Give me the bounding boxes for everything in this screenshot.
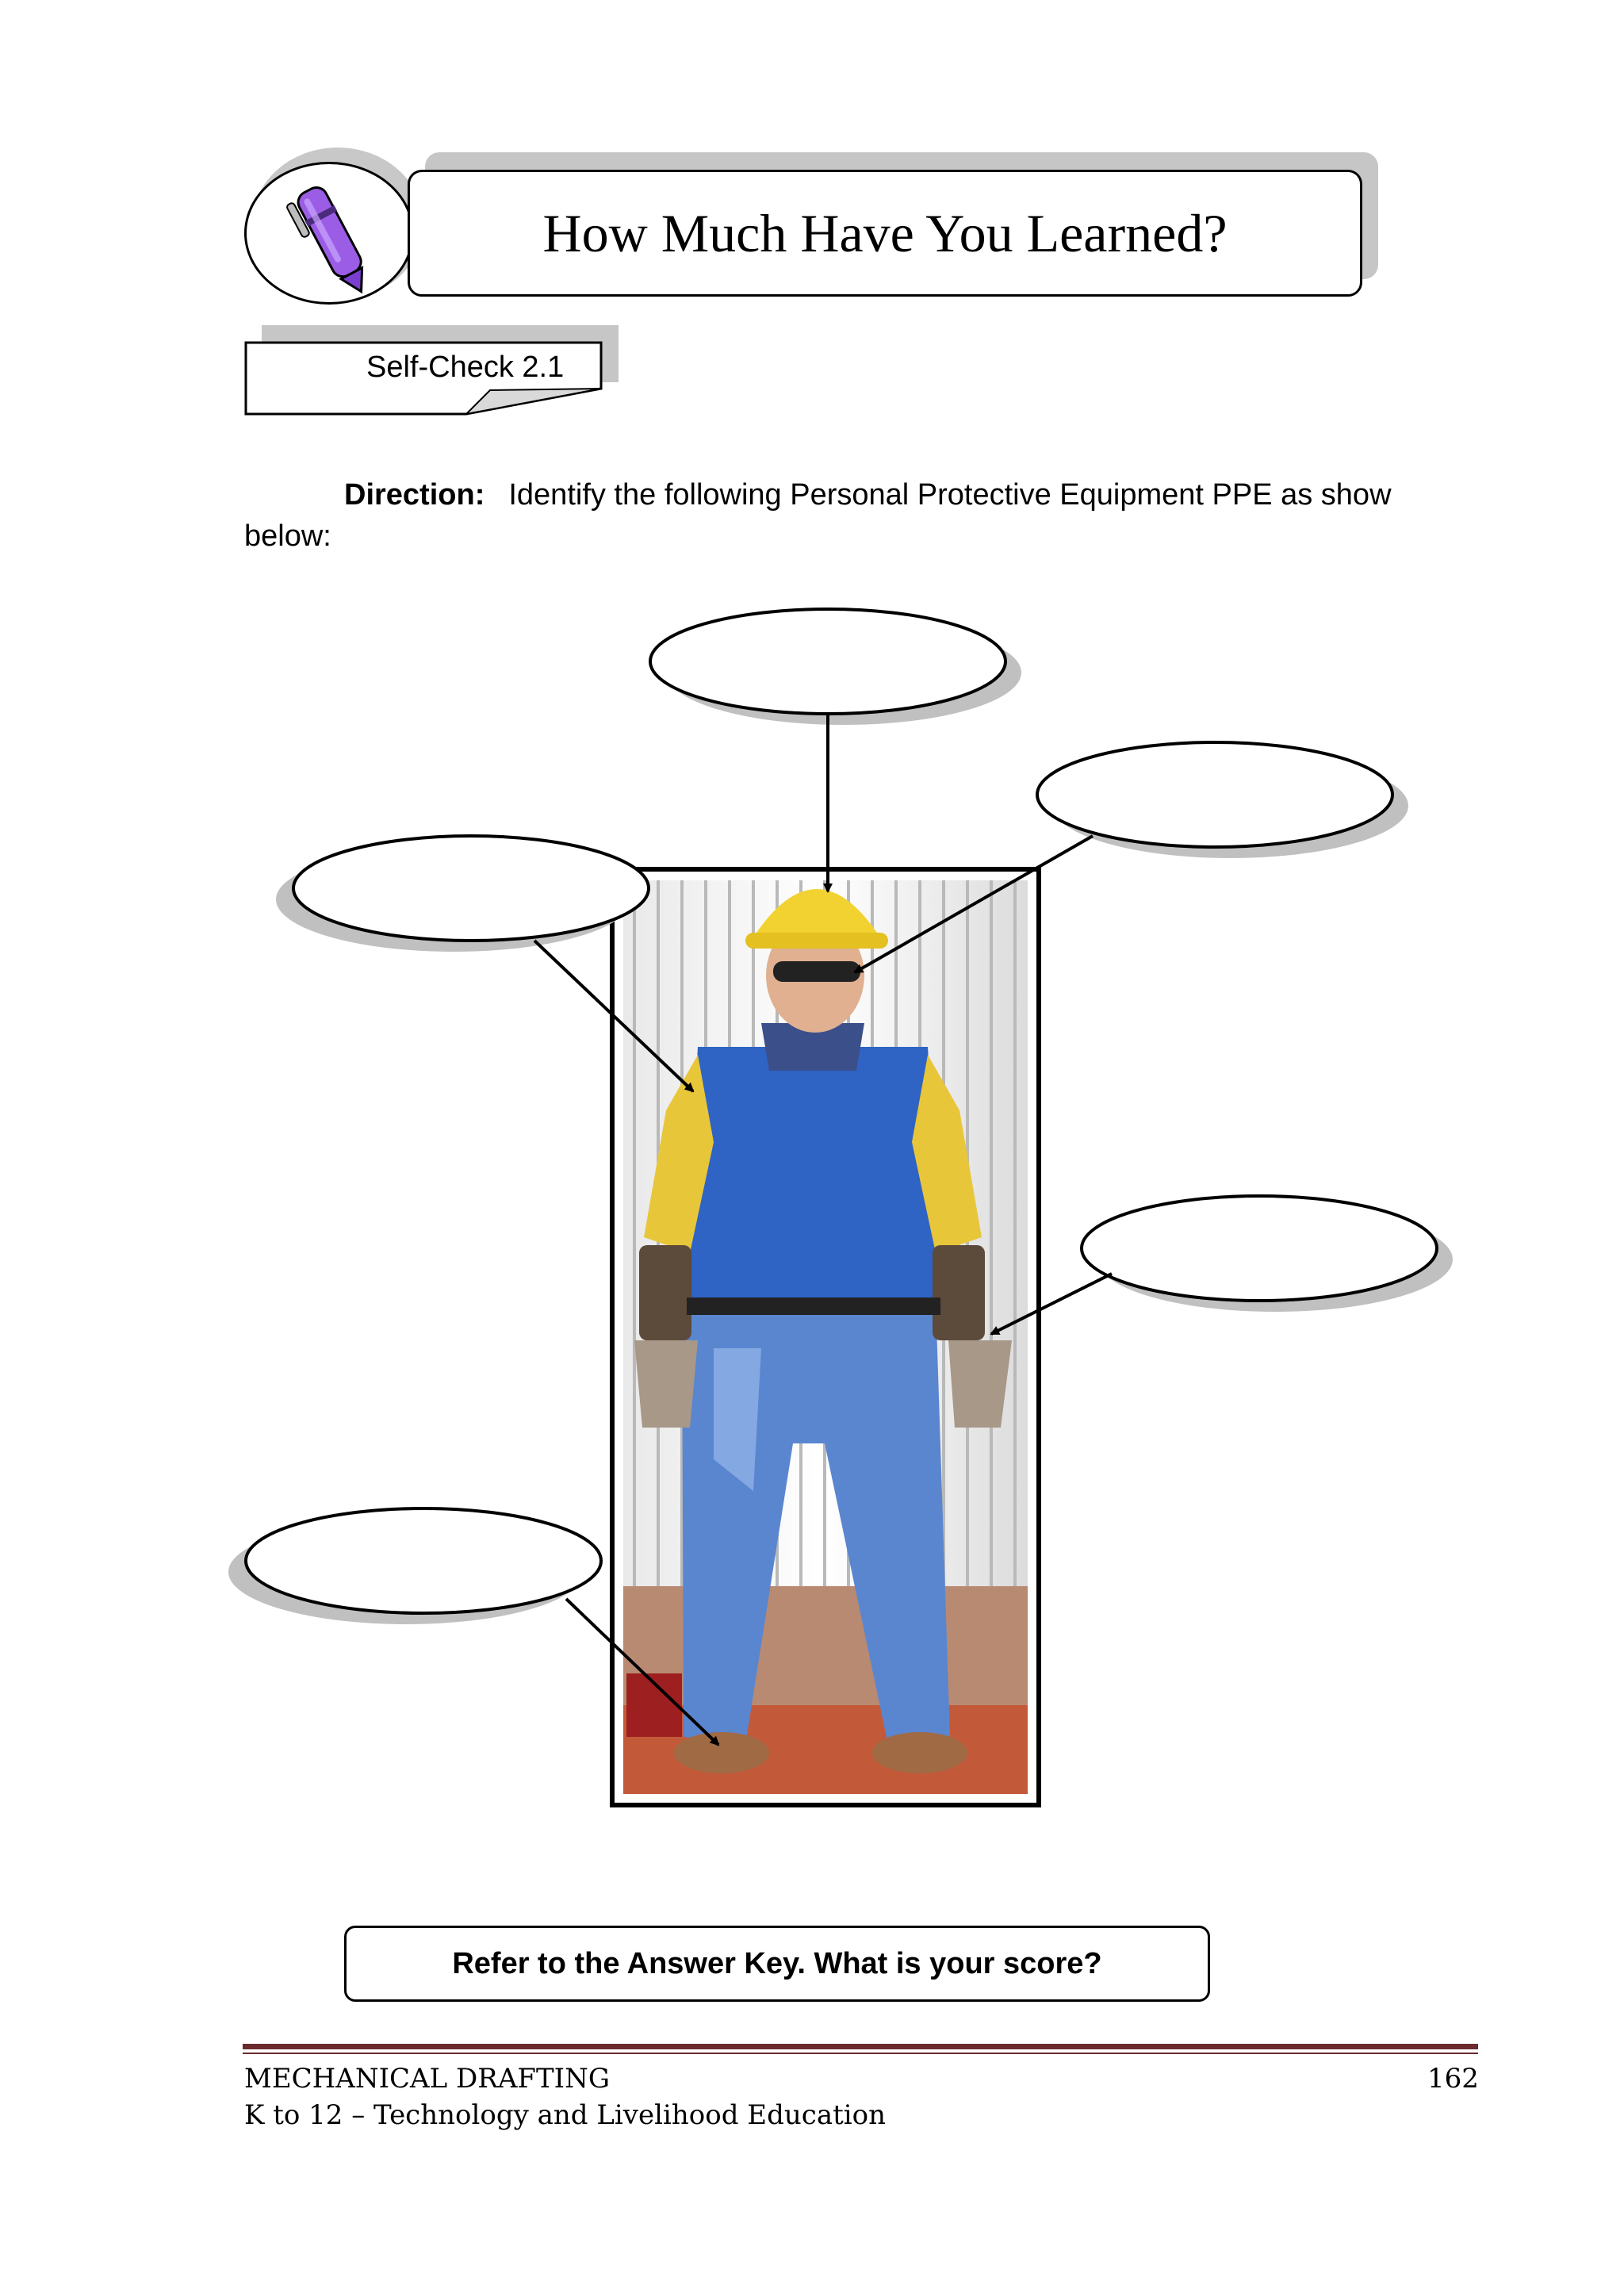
self-check-label: Self-Check 2.1 [366, 351, 565, 384]
page-title: How Much Have You Learned? [542, 202, 1228, 263]
pen-icon-frame [244, 162, 414, 305]
arrow-boots [566, 1599, 718, 1745]
footer-subject: MECHANICAL DRAFTING [244, 2063, 611, 2095]
score-prompt: Refer to the Answer Key. What is your score? [452, 1946, 1102, 1980]
arrow-gloves [991, 1274, 1112, 1334]
score-box [344, 1926, 1210, 2002]
footer-rule-thin [243, 2053, 1478, 2054]
direction-text: Identify the following Personal Protective Equipment PPE as show below: [244, 478, 1392, 553]
callout-ellipse-boots [228, 1508, 601, 1624]
title-banner [408, 170, 1362, 297]
callout-ellipse-clothing [276, 836, 649, 952]
arrow-glasses [855, 836, 1093, 972]
footer-rule-thick [243, 2044, 1478, 2049]
callout-ellipse-hardhat [650, 609, 1021, 725]
footer-left [244, 2060, 886, 2133]
page-number: 162 [1427, 2063, 1479, 2095]
direction-paragraph [244, 474, 1402, 557]
arrow-clothing [534, 941, 693, 1091]
worker-photo [612, 869, 1039, 1805]
pen-icon [247, 164, 414, 305]
callout-ellipse-gloves [1082, 1196, 1453, 1312]
callout-ellipse-glasses [1037, 742, 1408, 858]
footer-course: K to 12 – Technology and Livelihood Education [244, 2099, 886, 2131]
direction-label: Direction: [344, 478, 485, 512]
